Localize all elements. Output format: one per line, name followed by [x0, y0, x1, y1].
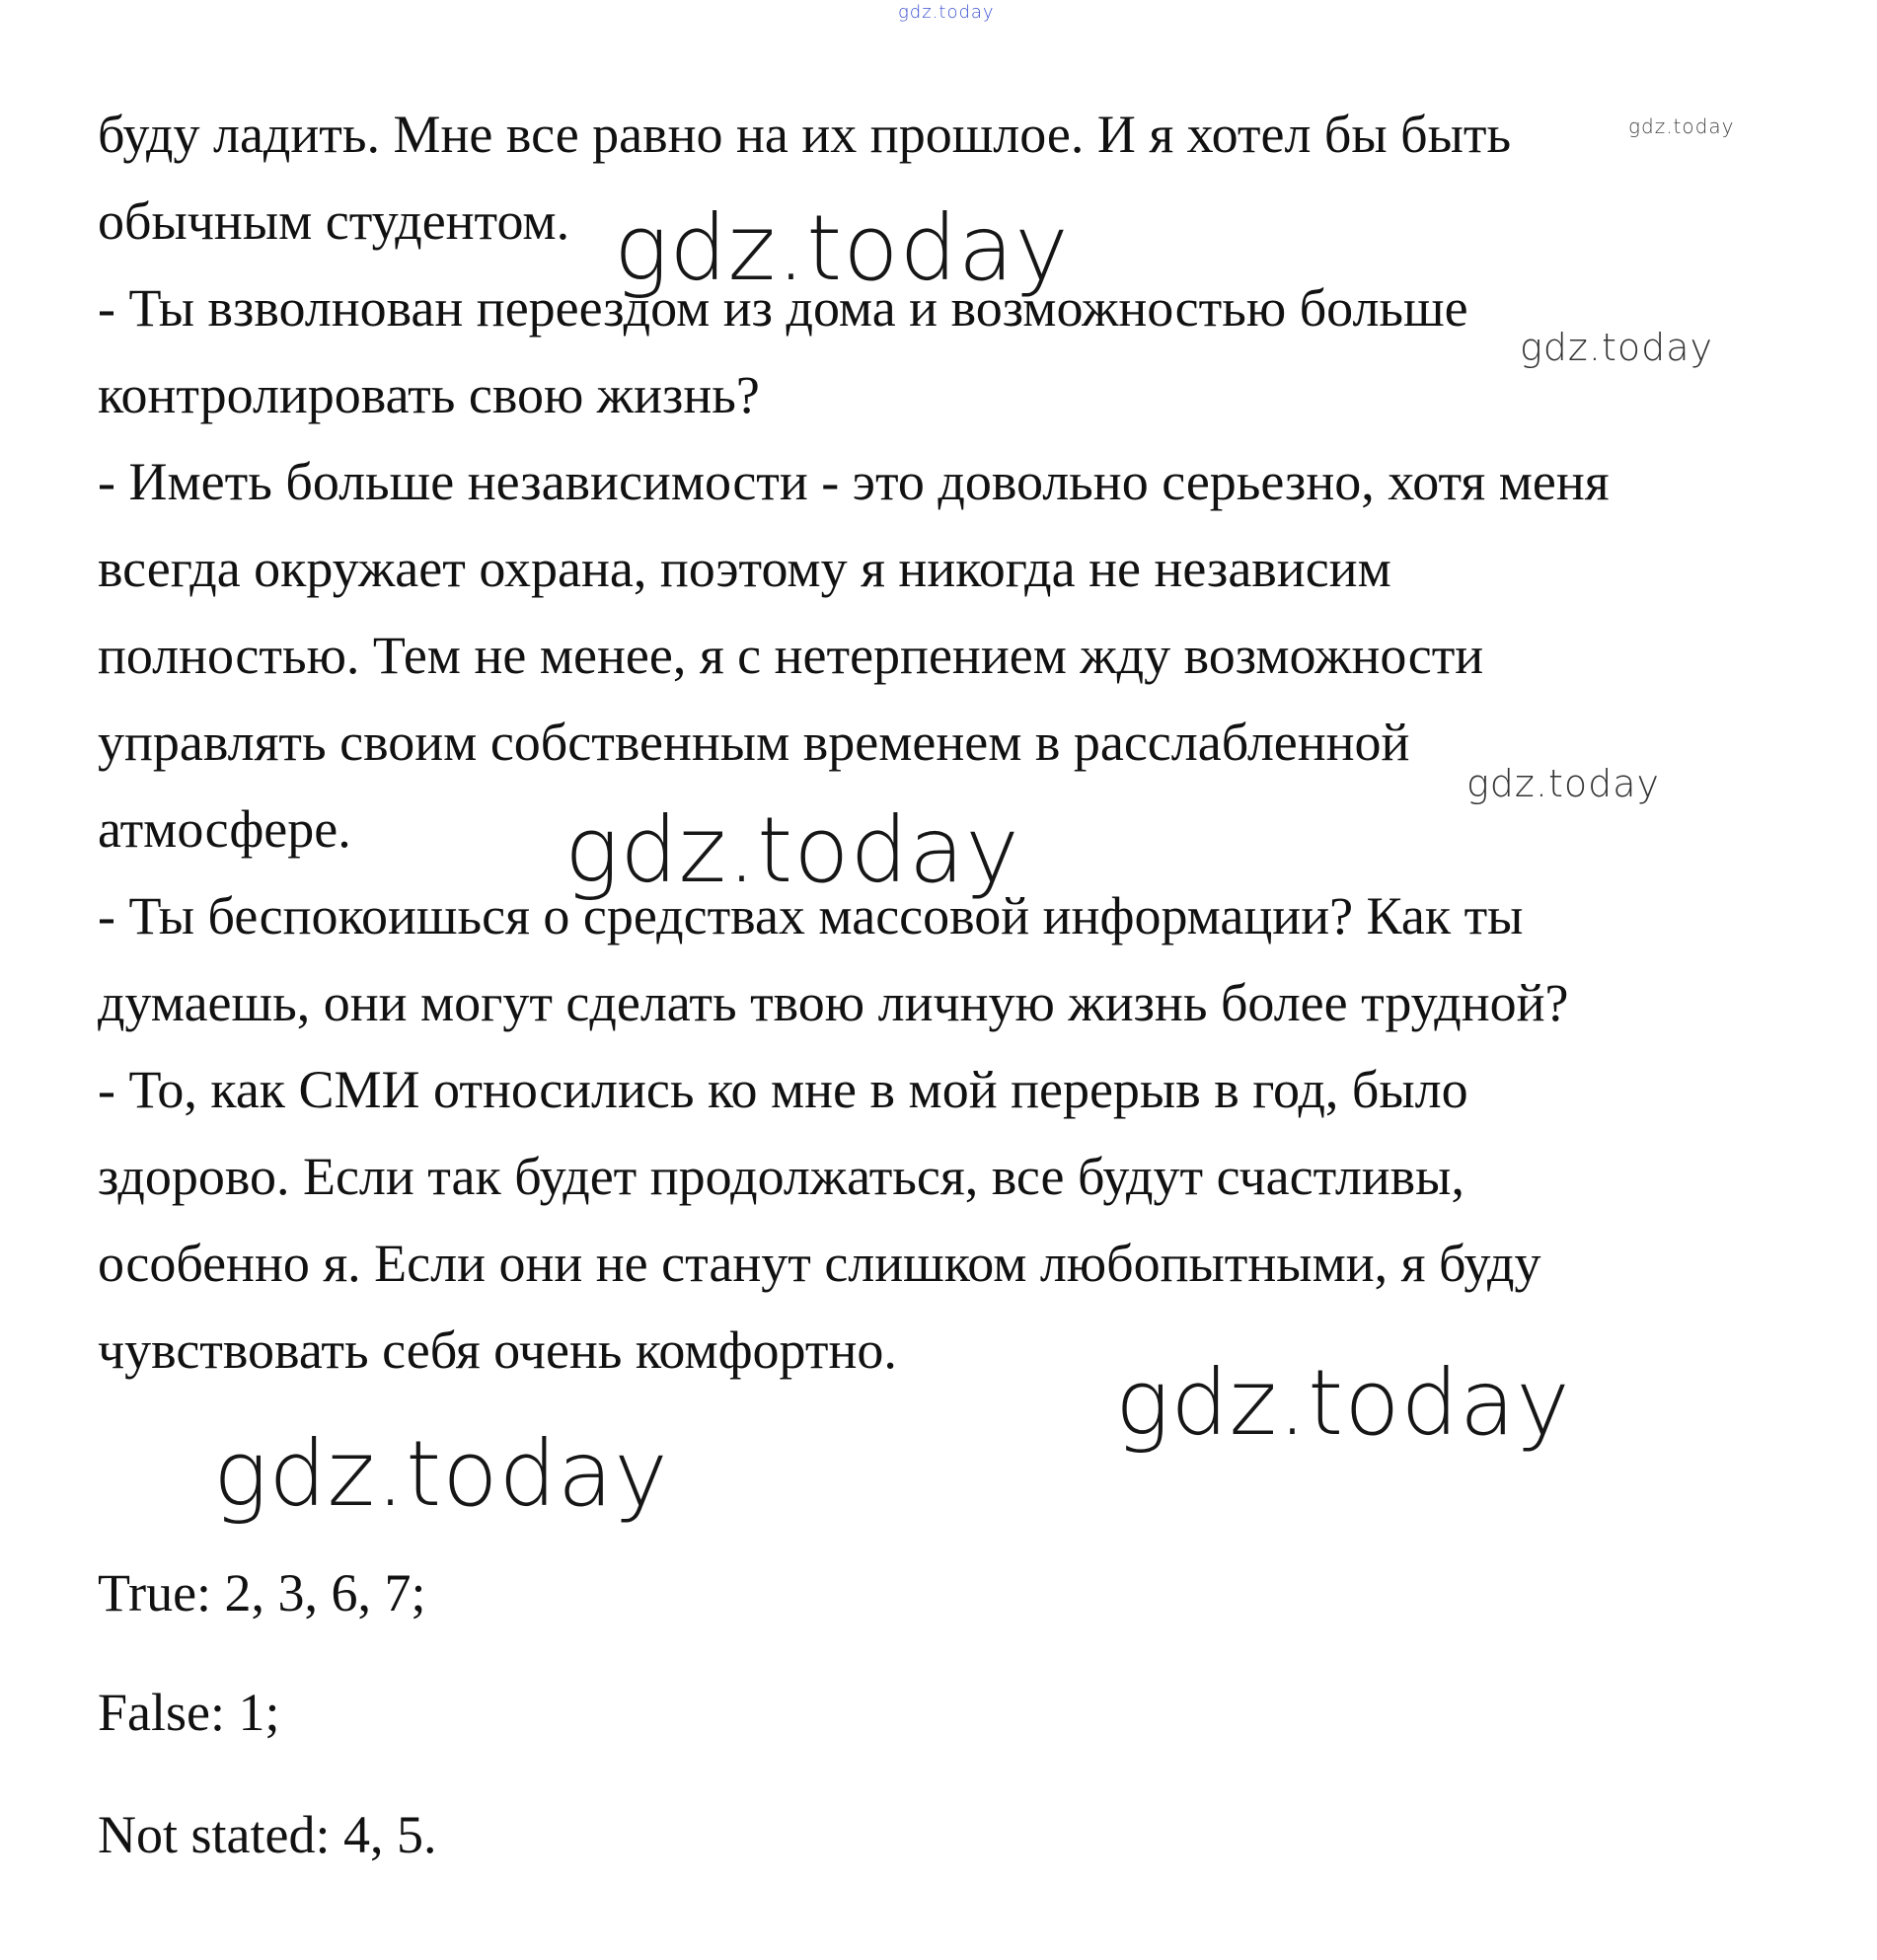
text-line-11: думаешь, они могут сделать твою личную жизнь более трудной?: [98, 973, 1569, 1032]
watermark-large-2: gdz.today: [564, 797, 1020, 903]
watermark-large-1: gdz.today: [614, 195, 1070, 301]
watermark-small-1: gdz.today: [1628, 114, 1735, 138]
text-line-5: - Иметь больше независимости - это довольно серьезно, хотя меня: [98, 452, 1610, 511]
text-line-13: здорово. Если так будет продолжаться, все будут счастливы,: [98, 1147, 1464, 1206]
watermark-medium-2: gdz.today: [1466, 762, 1660, 805]
text-line-15: чувствовать себя очень комфортно.: [98, 1320, 897, 1380]
text-line-12: - То, как СМИ относились ко мне в мой перерыв в год, было: [98, 1060, 1468, 1119]
text-line-10: - Ты беспокоишься о средствах массовой информации? Как ты: [98, 886, 1524, 945]
text-line-9: атмосфере.: [98, 799, 351, 859]
text-line-14: особенно я. Если они не станут слишком любопытными, я буду: [98, 1234, 1541, 1293]
text-line-7: полностью. Тем не менее, я с нетерпением жду возможности: [98, 626, 1484, 685]
watermark-large-4: gdz.today: [213, 1421, 669, 1527]
answer-false: False: 1;: [98, 1683, 280, 1742]
text-line-8: управлять своим собственным временем в расслабленной: [98, 713, 1410, 772]
text-line-2: обычным студентом.: [98, 191, 570, 251]
text-line-1: буду ладить. Мне все равно на их прошлое. И я хотел бы быть: [98, 105, 1512, 164]
answer-not-stated: Not stated: 4, 5.: [98, 1805, 437, 1864]
watermark-top: gdz.today: [898, 2, 995, 23]
text-line-3: - Ты взволнован переездом из дома и возможностью больше: [98, 278, 1468, 338]
watermark-large-3: gdz.today: [1115, 1350, 1571, 1456]
text-line-4: контролировать свою жизнь?: [98, 365, 760, 424]
watermark-medium-1: gdz.today: [1520, 326, 1713, 369]
text-line-6: всегда окружает охрана, поэтому я никогда не независим: [98, 539, 1391, 598]
answer-true: True: 2, 3, 6, 7;: [98, 1563, 426, 1622]
